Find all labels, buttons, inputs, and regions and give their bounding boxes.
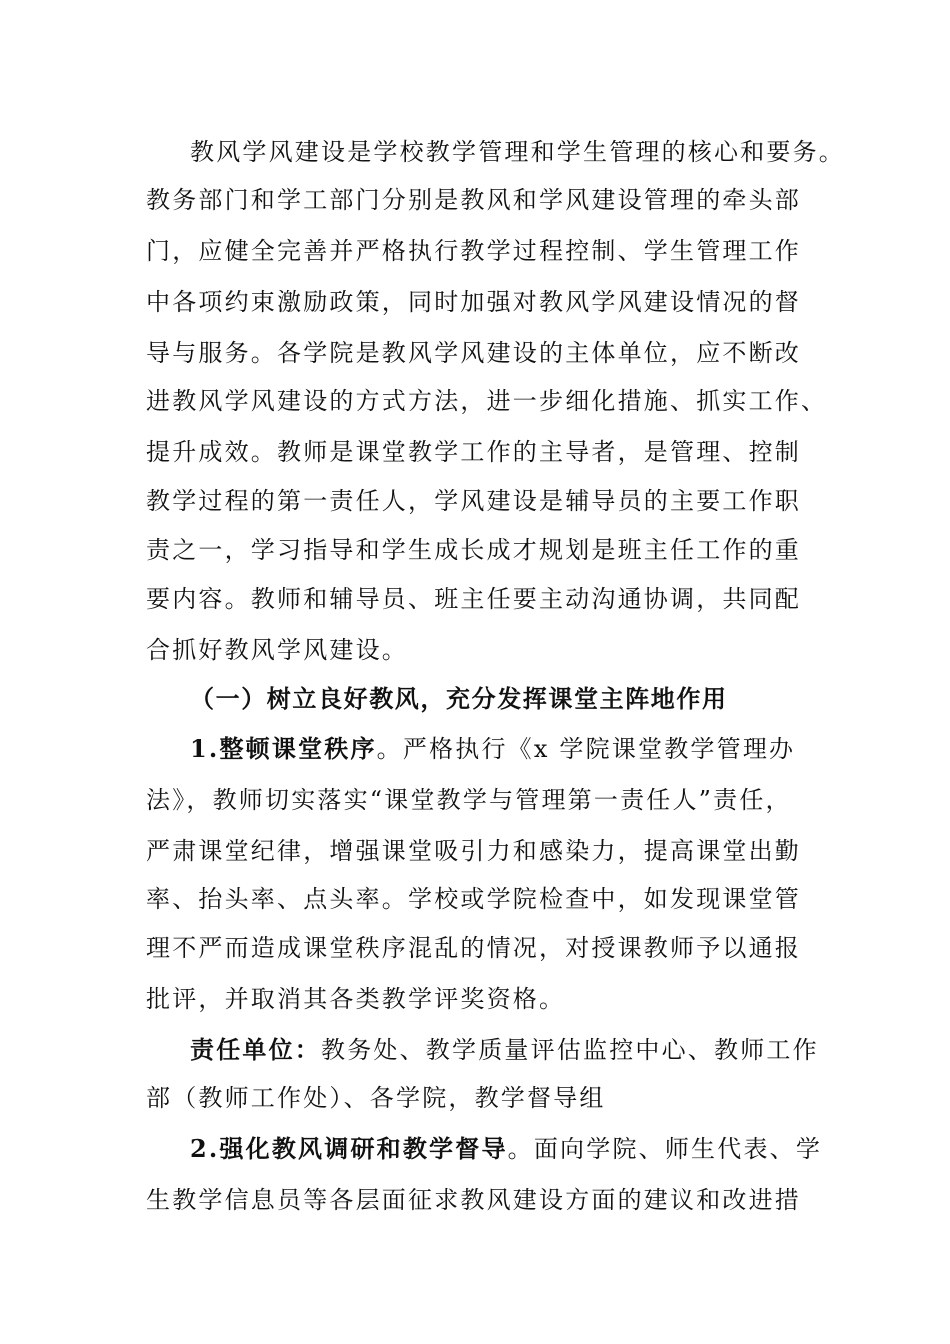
- paragraph-line: 生教学信息员等各层面征求教风建设方面的建议和改进措: [146, 1186, 801, 1214]
- paragraph-line: 合抓好教风学风建设。: [146, 636, 408, 664]
- paragraph-line: 进教风学风建设的方式方法，进一步细化措施、抓实工作、: [146, 387, 828, 415]
- paragraph-line: 责之一，学习指导和学生成长成才规划是班主任工作的重: [146, 536, 801, 564]
- section-heading: （一）树立良好教风，充分发挥课堂主阵地作用: [190, 684, 728, 713]
- item-1-first-line: [190, 734, 795, 764]
- item-2-first-line: [190, 1134, 822, 1164]
- responsibility-label: 责任单位：: [190, 1035, 321, 1064]
- item-2-text: 。面向学院、师生代表、学: [507, 1135, 823, 1163]
- paragraph-line: 理不严而造成课堂秩序混乱的情况，对授课教师予以通报: [146, 934, 801, 962]
- paragraph-line: 批评，并取消其各类教学评奖资格。: [146, 985, 566, 1013]
- item-1-title: 1.整顿课堂秩序: [190, 734, 377, 763]
- paragraph-line: 导与服务。各学院是教风学风建设的主体单位，应不断改: [146, 339, 801, 367]
- paragraph-line: 率、抬头率、点头率。学校或学院检查中，如发现课堂管: [146, 885, 801, 913]
- paragraph-line: 中各项约束激励政策，同时加强对教风学风建设情况的督: [146, 288, 801, 316]
- paragraph-line: 教风学风建设是学校教学管理和学生管理的核心和要务。: [190, 138, 845, 166]
- paragraph-line: 要内容。教师和辅导员、班主任要主动沟通协调，共同配: [146, 585, 801, 613]
- responsibility-text: 教务处、教学质量评估监控中心、教师工作: [321, 1036, 819, 1064]
- paragraph-line: 门，应健全完善并严格执行教学过程控制、学生管理工作: [146, 237, 801, 265]
- paragraph-line: 法》，教师切实落实“课堂教学与管理第一责任人”责任，: [146, 786, 792, 814]
- responsibility-first-line: [190, 1035, 819, 1065]
- paragraph-line: 教务部门和学工部门分别是教风和学风建设管理的牵头部: [146, 186, 801, 214]
- paragraph-line: 严肃课堂纪律，增强课堂吸引力和感染力，提高课堂出勤: [146, 837, 801, 865]
- item-1-text: 。严格执行《x 学院课堂教学管理办: [376, 735, 796, 763]
- paragraph-line: 教学过程的第一责任人，学风建设是辅导员的主要工作职: [146, 487, 801, 515]
- item-2-title: 2.强化教风调研和教学督导: [190, 1134, 508, 1163]
- paragraph-line: 部（教师工作处）、各学院，教学督导组: [146, 1084, 606, 1112]
- paragraph-line: 提升成效。教师是课堂教学工作的主导者，是管理、控制: [146, 438, 801, 466]
